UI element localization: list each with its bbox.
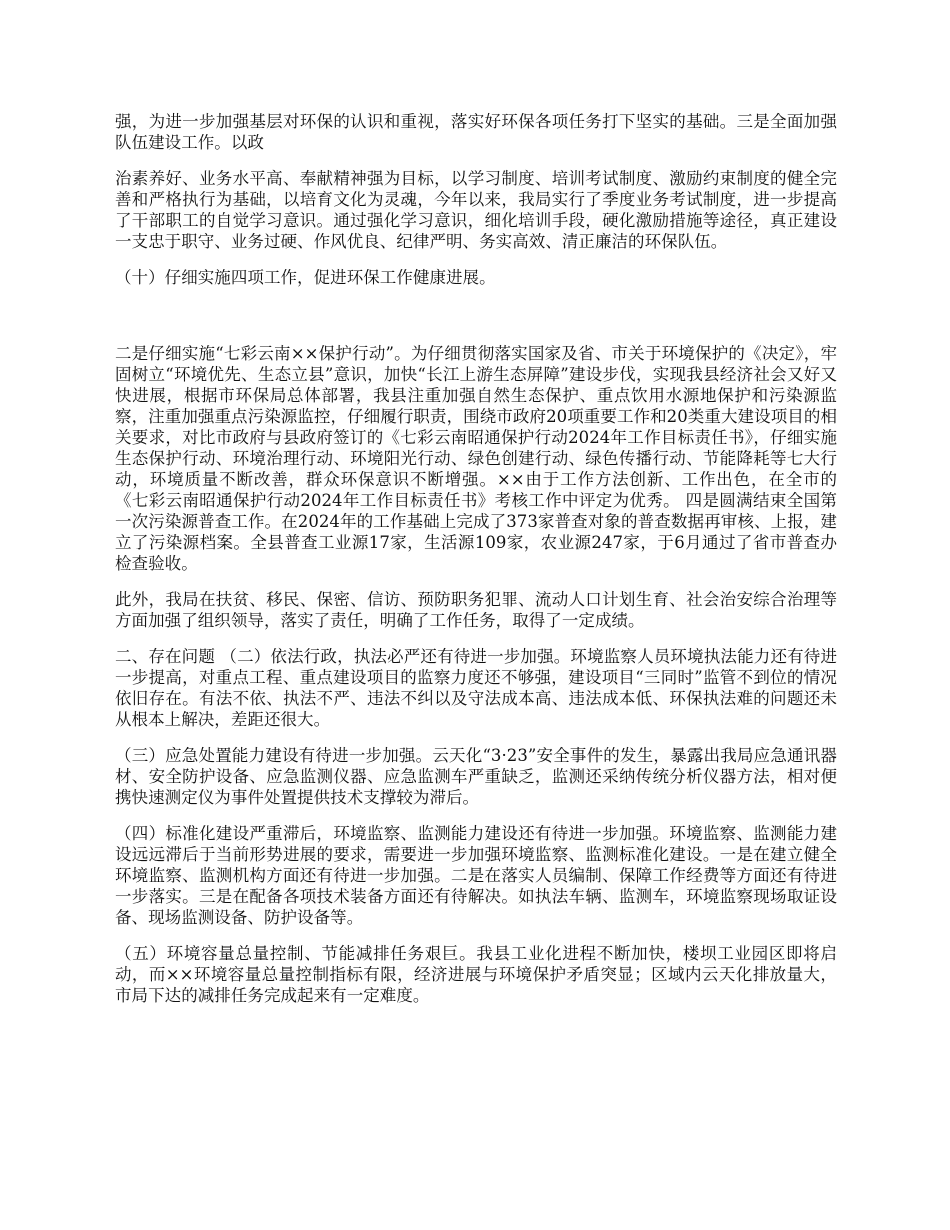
paragraph-team-building-intro: 强，为进一步加强基层对环保的认识和重视，落实好环保各项任务打下坚实的基础。三是全面加强队伍建设工作。以政 <box>115 112 837 152</box>
paragraph-other-work: 此外，我局在扶贫、移民、保密、信访、预防职务犯罪、流动人口计划生育、社会治安综合治理等方面加强了组织领导，落实了责任，明确了工作任务，取得了一定成绩。 <box>115 590 837 630</box>
section-heading-four-tasks: （十）仔细实施四项工作，促进环保工作健康进展。 <box>115 268 496 287</box>
paragraph-emission-control: （五）环境容量总量控制、节能减排任务艰巨。我县工业化进程不断加快，楼坝工业园区即将启动，而××环境容量总量控制指标有限，经济进展与环境保护矛盾突显；区域内云天化排放量大，市局下达的减排任务完成起来有一定难度。 <box>115 944 837 1005</box>
document-body <box>115 111 837 1021</box>
paragraph-team-building-detail: 治素养好、业务水平高、奉献精神强为目标，以学习制度、培训考试制度、激励约束制度的健全完善和严格执行为基础，以培育文化为灵魂，今年以来，我局实行了季度业务考试制度，进一步提高了干部职工的自觉学习意识。通过强化学习意识，细化培训手段，硬化激励措施等途径，真正建设一支忠于职守、业务过硬、作风优良、纪律严明、务实高效、清正廉洁的环保队伍。 <box>115 169 837 251</box>
paragraph-standardization: （四）标准化建设严重滞后，环境监察、监测能力建设还有待进一步加强。环境监察、监测能力建设远远滞后于当前形势进展的要求，需要进一步加强环境监察、监测标准化建设。一是在建立健全环境监察、监测机构方面还有待进一步加强。二是在落实人员编制、保障工作经费等方面还有待进一步落实。三是在配备各项技术装备方面还有待解决。如执法车辆、监测车，环境监察现场取证设备、现场监测设备、防护设备等。 <box>115 824 837 927</box>
paragraph-protection-action: 二是仔细实施“七彩云南××保护行动”。为仔细贯彻落实国家及省、市关于环境保护的《决定》，牢固树立“环境优先、生态立县”意识，加快“长江上游生态屏障”建设步伐，实现我县经济社会又好又快进展，根据市环保局总体部署，我县注重加强自然生态保护、重点饮用水源地保护和污染源监察，注重加强重点污染源监控，仔细履行职责，围绕市政府20项重要工作和20类重大建设项目的相关要求，对比市政府与县政府签订的《七彩云南昭通保护行动2024年工作目标责任书》，仔细实施生态保护行动、环境治理行动、环境阳光行动、绿色创建行动、绿色传播行动、节能降耗等七大行动，环境质量不断改善，群众环保意识不断增强。××由于工作方法创新、工作出色，在全市的《七彩云南昭通保护行动2024年工作目标责任书》考核工作中评定为优秀。 四是圆满结束全国第一次污染源普查工作。在2024年的工作基础上完成了373家普查对象的普查数据再审核、上报，建立了污染源档案。全县普查工业源17家，生活源109家，农业源247家，于6月通过了省市普查办检查验收。 <box>115 344 837 573</box>
paragraph-existing-problems: 二、存在问题 （二）依法行政，执法必严还有待进一步加强。环境监察人员环境执法能力还有待进一步提高，对重点工程、重点建设项目的监察力度还不够强，建设项目“三同时”监管不到位的情况依旧存在。有法不依、执法不严、违法不纠以及守法成本高、违法成本低、环保执法难的问题还未从根本上解决，差距还很大。 <box>115 647 837 729</box>
paragraph-emergency-capacity: （三）应急处置能力建设有待进一步加强。云天化“3·23”安全事件的发生，暴露出我局应急通讯器材、安全防护设备、应急监测仪器、应急监测车严重缺乏，监测还采纳传统分析仪器方法，相对便携快速测定仪为事件处置提供技术支撑较为滞后。 <box>115 746 837 807</box>
blank-gap <box>115 303 837 343</box>
